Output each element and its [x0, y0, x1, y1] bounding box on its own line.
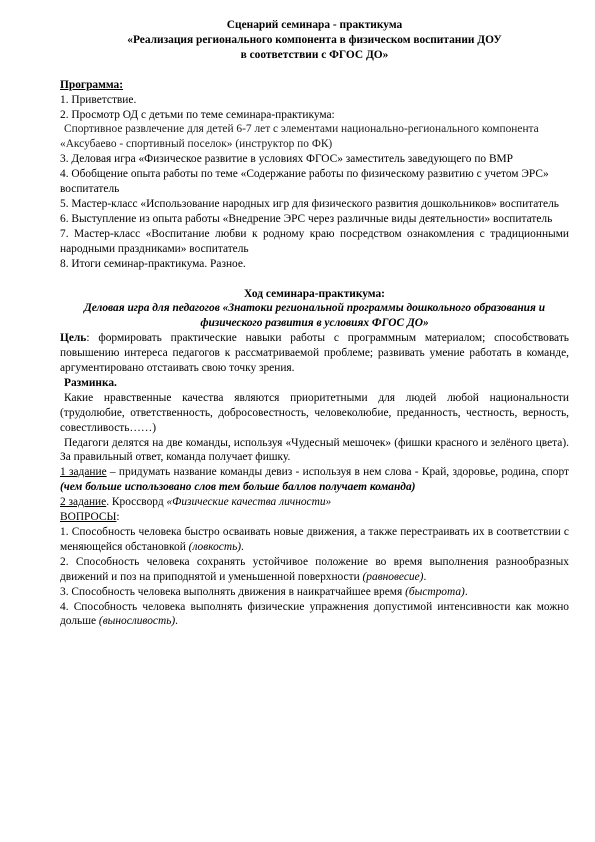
questions-heading [60, 510, 569, 525]
program-item-6: 6. Выступление из опыта работы «Внедрение ЭРС через различные виды деятельности» воспитатель [60, 212, 553, 225]
question-1-text: 1. Способность человека быстро осваивать новые движения, а также перестраивать их в соответствии с меняющейся обстановкой [60, 526, 569, 553]
program-item-2-detail: Спортивное развлечение для детей 6-7 лет с элементами национально-регионального компонента «Аксубаево - спортивный поселок» (инструктор по ФК) [60, 123, 539, 151]
warmup-paragraph-1: Какие нравственные качества являются приоритетными для людей любой национальности (трудолюбие, ответственность, добросовестность, человеколюбие, преданность, честность, верность, совестливость……) [60, 391, 569, 434]
goal-paragraph [60, 331, 569, 376]
warmup-heading: Разминка. [64, 376, 117, 389]
question-4-text: 4. Способность человека выполнять физические упражнения допустимой интенсивности как можно дольше [60, 600, 569, 628]
program-item-7: 7. Мастер-класс «Воспитание любви к родному краю посредством ознакомления с традиционными народными праздниками» воспитатель [60, 227, 569, 255]
question-2-text: 2. Способность человека сохранять устойчивое положение во время выполнения разнообразных движений и поз на приподнятой и уменьшенной поверхности [60, 555, 569, 583]
warmup-paragraph-2: Педагоги делятся на две команды, используя «Чудесный мешочек» (фишки красного и зелёного цвета). За правильный ответ, команда получает фишку. [60, 436, 569, 464]
question-3-text: 3. Способность человека выполнять движения в наикратчайшее время [60, 585, 406, 598]
program-item-8: 8. Итоги семинар-практикума. Разное. [60, 257, 246, 270]
task-1-label: 1 задание [60, 466, 107, 479]
task-2-paragraph [60, 495, 569, 510]
document-page [60, 18, 569, 629]
questions-colon: : [116, 511, 120, 524]
program-heading: Программа: [60, 78, 124, 91]
question-4-end: . [175, 615, 179, 628]
course-heading: Ход семинара-практикума: [244, 287, 385, 300]
title-line-2: «Реализация регионального компонента в физическом воспитании ДОУ [127, 33, 502, 46]
title-line-1: Сценарий семинара - практикума [226, 19, 403, 31]
task-2-text: . Кроссворд [106, 496, 167, 509]
question-3 [60, 585, 569, 600]
business-game-title: Деловая игра для педагогов «Знатоки региональной программы дошкольного образования и физического развития в условиях ФГОС ДО» [83, 302, 546, 330]
question-3-end: . [464, 585, 468, 598]
title-line-3: в соответствии с ФГОС ДО» [240, 48, 389, 61]
task-1-paragraph [60, 465, 569, 495]
question-1 [60, 525, 569, 555]
question-2 [60, 555, 569, 585]
question-2-end: . [423, 570, 427, 583]
questions-label: ВОПРОСЫ [60, 511, 117, 524]
question-4 [60, 600, 569, 630]
task-1-text: – придумать название команды девиз - используя в нем слова - Край, здоровье, родина, спорт [106, 466, 569, 479]
program-item-4: 4. Обобщение опыта работы по теме «Содержание работы по физическому развитию с учетом ЭРС» воспитатель [60, 168, 549, 196]
question-4-answer: (выносливость) [98, 615, 176, 628]
task-2-label: 2 задание [60, 496, 107, 509]
document-title [60, 18, 569, 63]
question-3-answer: (быстрота) [405, 585, 465, 598]
task-1-note: (чем больше использовано слов тем больше баллов получает команда) [60, 481, 416, 494]
program-item-3: 3. Деловая игра «Физическое развитие в условиях ФГОС» заместитель заведующего по ВМР [60, 153, 514, 166]
goal-label: Цель [60, 332, 87, 345]
task-2-crossword-title: «Физические качества личности» [166, 496, 332, 509]
goal-text: : формировать практические навыки работы с программным материалом; способствовать повышению интереса педагогов к рассматриваемой проблеме; развивать умение работать в команде, аргументировано отстаивать свою точку зрения. [60, 332, 569, 375]
program-item-5: 5. Мастер-класс «Использование народных игр для физического развития дошкольников» воспитатель [60, 197, 559, 210]
question-2-answer: (равновесие) [362, 570, 424, 583]
program-item-2: 2. Просмотр ОД с детьми по теме семинара-практикума: [60, 108, 335, 121]
question-1-answer: (ловкость) [188, 540, 242, 553]
program-item-1: 1. Приветствие. [60, 93, 137, 106]
question-1-end: . [241, 540, 244, 553]
